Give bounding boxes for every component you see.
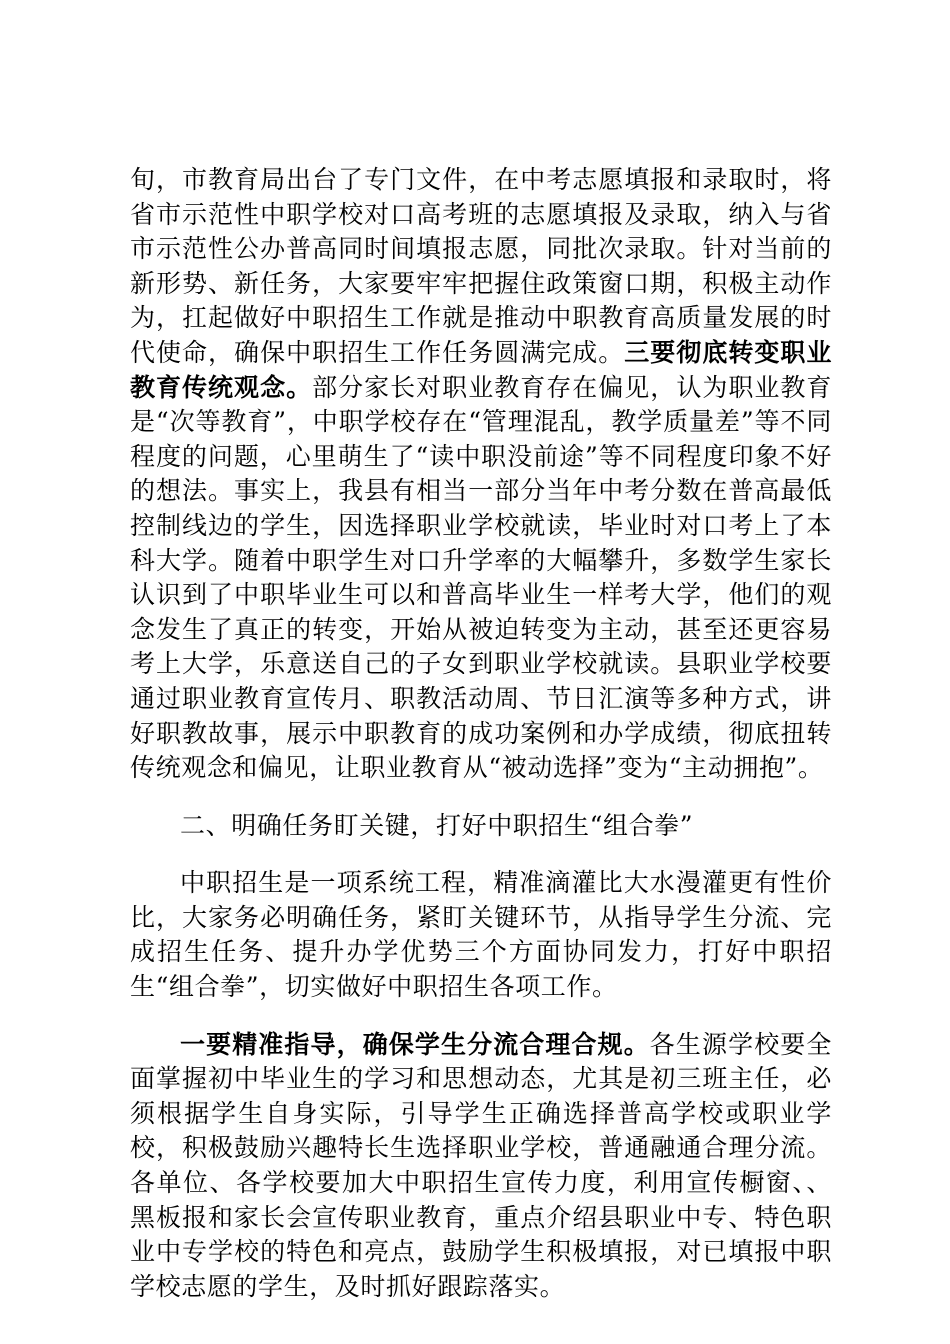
paragraph-intro: 中职招生是一项系统工程，精准滴灌比大水漫灌更有性价比，大家务必明确任务，紧盯关键环节，从指导学生分流、完成招生任务、提升办学优势三个方面协同发力，打好中职招生“组合拳”，切实做好中职招生各项工作。: [130, 868, 832, 1002]
paragraph-continuation: [130, 163, 832, 786]
bold-lead-phrase: 三要彻底转变职业教育传统观念。: [130, 337, 832, 402]
paragraph-text: 各生源学校要全面掌握初中毕业生的学习和思想动态，尤其是初三班主任，必须根据学生自身实际，引导学生正确选择普高学校或职业学校，积极鼓励兴趣特长生选择职业学校，普通融通合理分流。各单位、各学校要加大中职招生宣传力度，利用宣传橱窗、、黑板报和家长会宣传职业教育，重点介绍县职业中专、特色职业中专学校的特色和亮点，鼓励学生积极填报，对已填报中职学校志愿的学生，及时抓好跟踪落实。: [130, 1029, 832, 1301]
section-heading: 二、明确任务盯关键，打好中职招生“组合拳”: [180, 810, 694, 840]
bold-lead-phrase: 一要精准指导，确保学生分流合理合规。: [180, 1029, 650, 1059]
paragraph-text: 旬，市教育局出台了专门文件，在中考志愿填报和录取时，将省市示范性中职学校对口高考班的志愿填报及录取，纳入与省市示范性公办普高同时间填报志愿，同批次录取。针对当前的新形势、新任务，大家要牢牢把握住政策窗口期，积极主动作为，扛起做好中职招生工作就是推动中职教育高质量发展的时代使命，确保中职招生工作任务圆满完成。: [130, 165, 832, 367]
paragraph-text: 部分家长对职业教育存在偏见，认为职业教育是“次等教育”，中职学校存在“管理混乱，教学质量差”等不同程度的问题，心里萌生了“读中职没前途”等不同程度印象不好的想法。事实上，我县有相当一部分当年中考分数在普高最低控制线边的学生，因选择职业学校就读，毕业时对口考上了本科大学。随着中职学生对口升学率的大幅攀升，多数学生家长认识到了中职毕业生可以和普高毕业生一样考大学，他们的观念发生了真正的转变，开始从被迫转变为主动，甚至还更容易考上大学，乐意送自己的子女到职业学校就读。县职业学校要通过职业教育宣传月、职教活动周、节日汇演等多种方式，讲好职教故事，展示中职教育的成功案例和办学成绩，彻底扭转传统观念和偏见，让职业教育从“被动选择”变为“主动拥抱”。: [130, 372, 832, 783]
document-body: [130, 163, 832, 1304]
paragraph-point-one: [130, 1028, 832, 1305]
